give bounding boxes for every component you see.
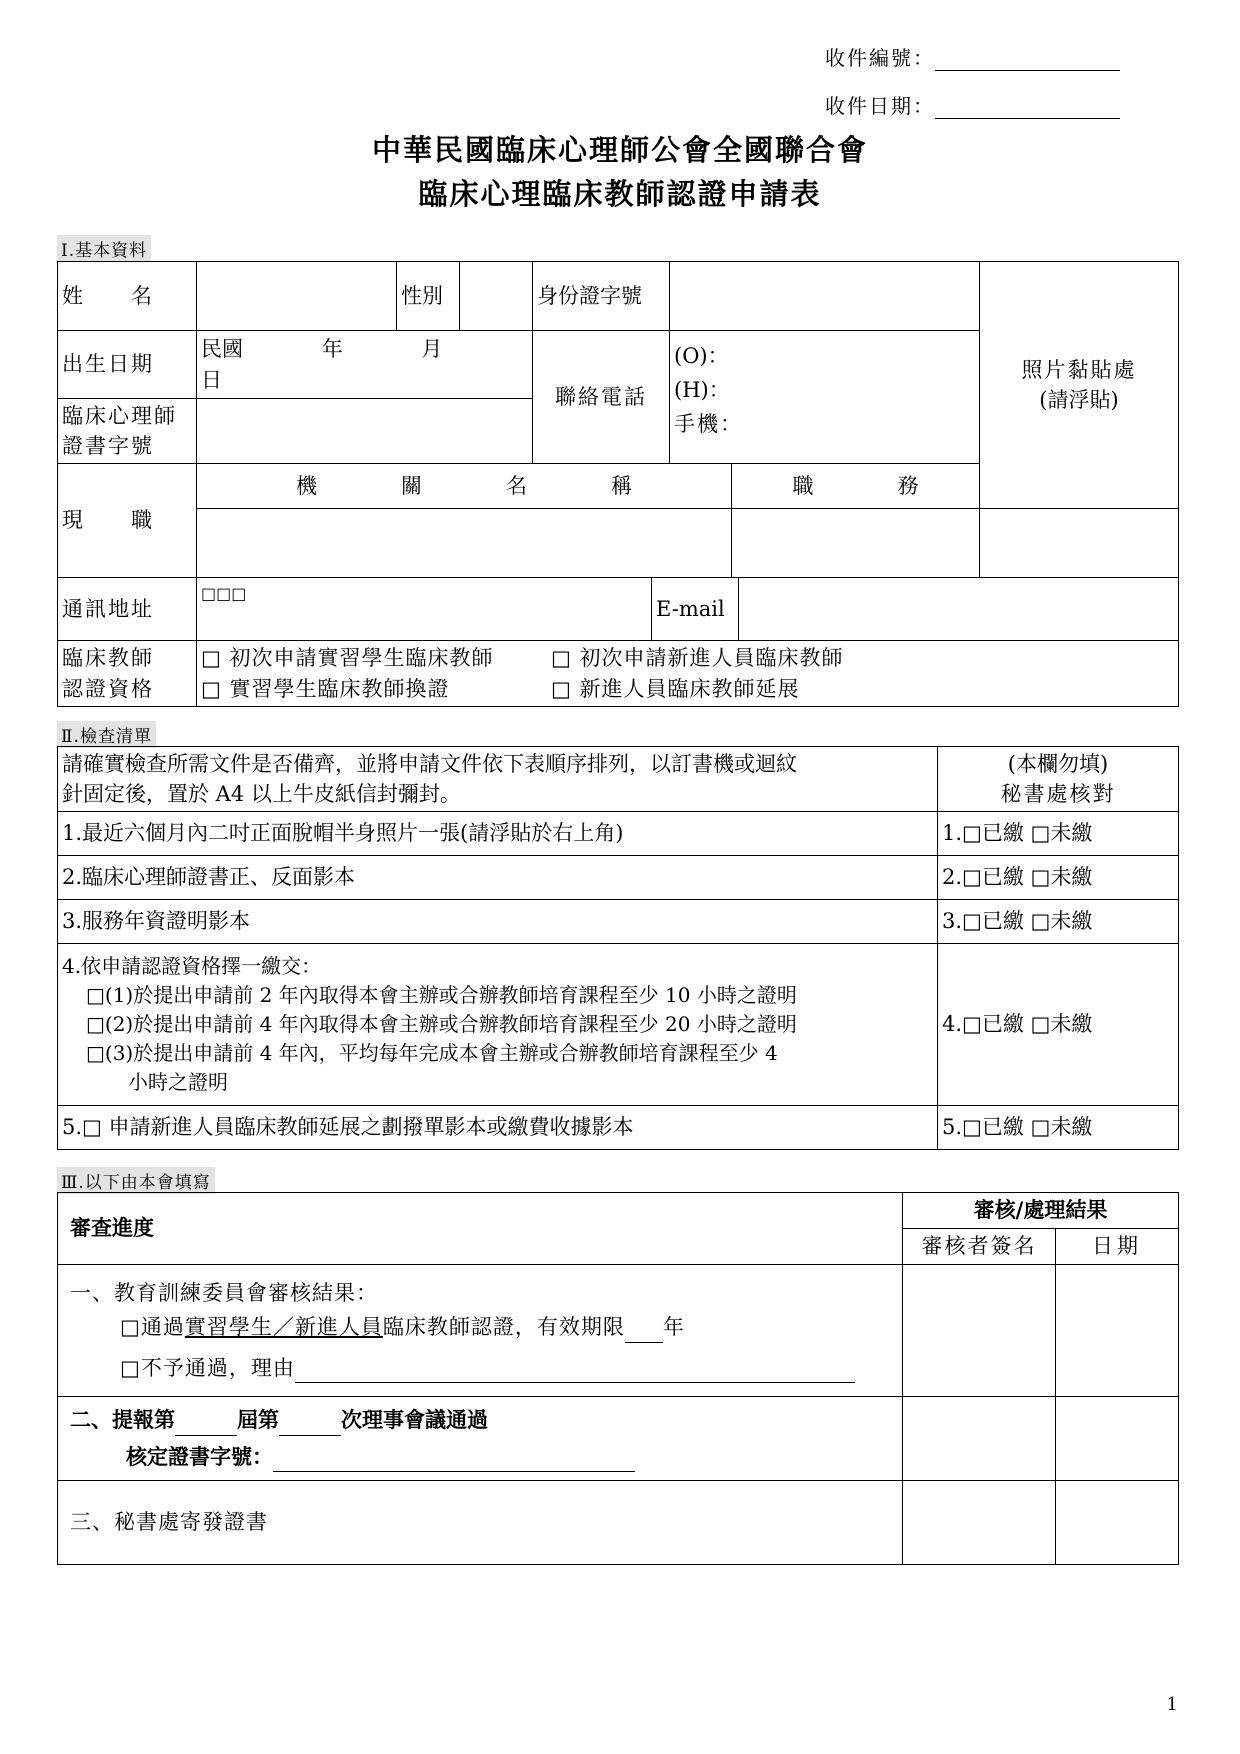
step1-fail-text: □不予通過，理由 xyxy=(120,1355,295,1380)
step1-reviewer-sign[interactable] xyxy=(903,1265,1056,1397)
phone-field[interactable] xyxy=(670,331,980,464)
cert-number-field[interactable] xyxy=(273,1451,635,1472)
validity-years-field[interactable] xyxy=(625,1322,663,1343)
step1-years-label: 年 xyxy=(662,1315,685,1340)
checklist-intro-line1: 請確實檢查所需文件是否備齊，並將申請文件依下表順序排列，以訂書機或迴紋 xyxy=(62,751,797,776)
checklist-item-4-title: 4.依申請認證資格擇一繳交： xyxy=(62,954,322,978)
birth-label: 出生日期 xyxy=(58,331,197,399)
year-label: 年 xyxy=(321,337,343,362)
step2-reviewer-sign[interactable] xyxy=(903,1397,1056,1481)
review-table xyxy=(57,1192,1179,1565)
org-header: 機 關 名 稱 xyxy=(197,464,732,509)
qual-option-intern-new[interactable]: □ 初次申請實習學生臨床教師 xyxy=(201,646,494,671)
section2-heading: Ⅱ.檢查清單 xyxy=(57,721,156,748)
name-label: 姓 名 xyxy=(58,262,197,331)
day-label: 日 xyxy=(201,367,222,392)
receipt-date-field[interactable] xyxy=(935,98,1120,119)
qualification-options xyxy=(197,641,1179,707)
step1-pass[interactable] xyxy=(70,1312,898,1342)
phone-home: (H)： xyxy=(674,378,730,402)
address-label: 通訊地址 xyxy=(58,578,197,641)
duty-header: 職 務 xyxy=(732,464,980,509)
step1-title: 一、教育訓練委員會審核結果： xyxy=(70,1280,378,1305)
checklist-item-2: 2.臨床心理師證書正、反面影本 xyxy=(58,856,938,900)
photo-label: 照片黏貼處 xyxy=(1021,357,1137,382)
cert-no-label xyxy=(58,399,197,464)
qual-option-intern-renew[interactable]: □ 實習學生臨床教師換證 xyxy=(201,676,450,701)
step2-cell xyxy=(58,1397,903,1481)
checklist-item-3: 3.服務年資證明影本 xyxy=(58,900,938,944)
result-header: 審核/處理結果 xyxy=(903,1193,1179,1229)
step3-cell: 三、秘書處寄發證書 xyxy=(58,1481,903,1565)
receipt-date xyxy=(825,90,1120,119)
check-status-4[interactable]: 4.□已繳 □未繳 xyxy=(938,944,1179,1106)
qual-option-newstaff-extend[interactable]: □ 新進人員臨床教師延展 xyxy=(551,676,800,701)
checklist-table xyxy=(57,746,1179,1150)
address-field[interactable] xyxy=(197,578,652,641)
session-number-field[interactable] xyxy=(175,1415,237,1436)
checklist-item-4 xyxy=(58,944,938,1106)
address-table xyxy=(57,577,1179,707)
gender-field[interactable] xyxy=(460,262,533,331)
checklist-item-4-option1[interactable]: □(1)於提出申請前 2 年內取得本會主辦或合辦教師培育課程至少 10 小時之證明 xyxy=(86,983,797,1007)
receipt-date-label: 收件日期： xyxy=(825,94,935,118)
photo-area[interactable] xyxy=(980,262,1179,509)
birth-field[interactable] xyxy=(197,331,533,399)
reviewer-header: 審核者簽名 xyxy=(903,1229,1056,1265)
step1-pass-text: 臨床教師認證，有效期限 xyxy=(382,1315,625,1340)
check-status-3[interactable]: 3.□已繳 □未繳 xyxy=(938,900,1179,944)
basic-info-table xyxy=(57,261,1179,578)
secretariat-note-line1: (本欄勿填) xyxy=(1007,751,1109,776)
qualification-label-line1: 臨床教師 xyxy=(62,646,154,671)
page-number: 1 xyxy=(1166,1694,1178,1715)
name-field[interactable] xyxy=(197,262,397,331)
id-label: 身份證字號 xyxy=(533,262,670,331)
receipt-number-label: 收件編號： xyxy=(825,46,935,70)
check-status-5[interactable]: 5.□已繳 □未繳 xyxy=(938,1106,1179,1150)
phone-office: (O)： xyxy=(674,344,729,368)
receipt-number xyxy=(825,42,1120,71)
photo-note: (請浮貼) xyxy=(1039,388,1119,412)
secretariat-note-line2: 秘書處核對 xyxy=(1000,782,1116,806)
cert-number-label: 核定證書字號： xyxy=(126,1443,273,1469)
step2-text-c: 次理事會議通過 xyxy=(341,1407,488,1433)
form-title: 臨床心理臨床教師認證申請表 xyxy=(418,177,822,211)
qualification-label-line2: 認證資格 xyxy=(62,676,154,701)
cert-no-label-line1: 臨床心理師 xyxy=(62,403,177,428)
step1-pass-check: □通過 xyxy=(120,1315,185,1340)
progress-header: 審查進度 xyxy=(58,1193,903,1265)
checklist-intro-line2: 針固定後，置於 A4 以上牛皮紙信封彌封。 xyxy=(62,782,461,806)
phone-mobile: 手機： xyxy=(674,412,743,436)
duty-field[interactable] xyxy=(732,509,980,578)
cert-no-label-line2: 證書字號 xyxy=(62,434,154,458)
step2-text-b: 屆第 xyxy=(237,1407,279,1433)
check-status-1[interactable]: 1.□已繳 □未繳 xyxy=(938,812,1179,856)
job-label: 現 職 xyxy=(58,464,197,578)
step1-date[interactable] xyxy=(1056,1265,1179,1397)
photo-area-bottom xyxy=(980,509,1179,578)
step1-fail[interactable] xyxy=(70,1353,898,1383)
step2-cert-line xyxy=(70,1442,898,1472)
step2-date[interactable] xyxy=(1056,1397,1179,1481)
checklist-intro xyxy=(58,747,938,812)
checklist-item-5[interactable]: 5.□ 申請新進人員臨床教師延展之劃撥單影本或繳費收據影本 xyxy=(58,1106,938,1150)
checklist-item-1: 1.最近六個月內二吋正面脫帽半身照片一張(請浮貼於右上角) xyxy=(58,812,938,856)
checklist-item-4-option3[interactable]: □(3)於提出申請前 4 年內，平均每年完成本會主辦或合辦教師培育課程至少 4 xyxy=(86,1041,778,1065)
step2-line xyxy=(70,1405,898,1435)
step1-pass-type: 實習學生／新進人員 xyxy=(184,1315,383,1340)
receipt-number-field[interactable] xyxy=(935,50,1120,71)
checklist-item-4-option2[interactable]: □(2)於提出申請前 4 年內取得本會主辦或合辦教師培育課程至少 20 小時之證明 xyxy=(86,1012,797,1036)
form-org-title: 中華民國臨床心理師公會全國聯合會 xyxy=(371,133,868,167)
id-field[interactable] xyxy=(670,262,980,331)
section1-heading: Ⅰ.基本資料 xyxy=(57,235,151,262)
date-header: 日期 xyxy=(1056,1229,1179,1265)
cert-no-field[interactable] xyxy=(197,399,533,464)
qual-option-newstaff-new[interactable]: □ 初次申請新進人員臨床教師 xyxy=(551,646,844,671)
qualification-label xyxy=(58,641,197,707)
secretariat-note xyxy=(938,747,1179,812)
section3-heading: Ⅲ.以下由本會填寫 xyxy=(57,1167,215,1194)
org-field[interactable] xyxy=(197,509,732,578)
email-field[interactable] xyxy=(739,578,1179,641)
phone-label: 聯絡電話 xyxy=(533,331,670,464)
fail-reason-field[interactable] xyxy=(295,1362,855,1383)
gender-label: 性別 xyxy=(397,262,460,331)
step1-cell xyxy=(58,1265,903,1397)
step3-reviewer-sign[interactable] xyxy=(903,1481,1056,1565)
month-label: 月 xyxy=(421,337,443,362)
roc-label: 民國 xyxy=(201,337,243,362)
meeting-number-field[interactable] xyxy=(279,1415,341,1436)
checklist-item-4-option3-cont: 小時之證明 xyxy=(128,1070,228,1094)
postcode-boxes[interactable]: □□□ xyxy=(201,584,247,603)
email-label: E-mail xyxy=(652,578,739,641)
step2-text-a: 二、提報第 xyxy=(70,1407,175,1433)
check-status-2[interactable]: 2.□已繳 □未繳 xyxy=(938,856,1179,900)
step3-date[interactable] xyxy=(1056,1481,1179,1565)
